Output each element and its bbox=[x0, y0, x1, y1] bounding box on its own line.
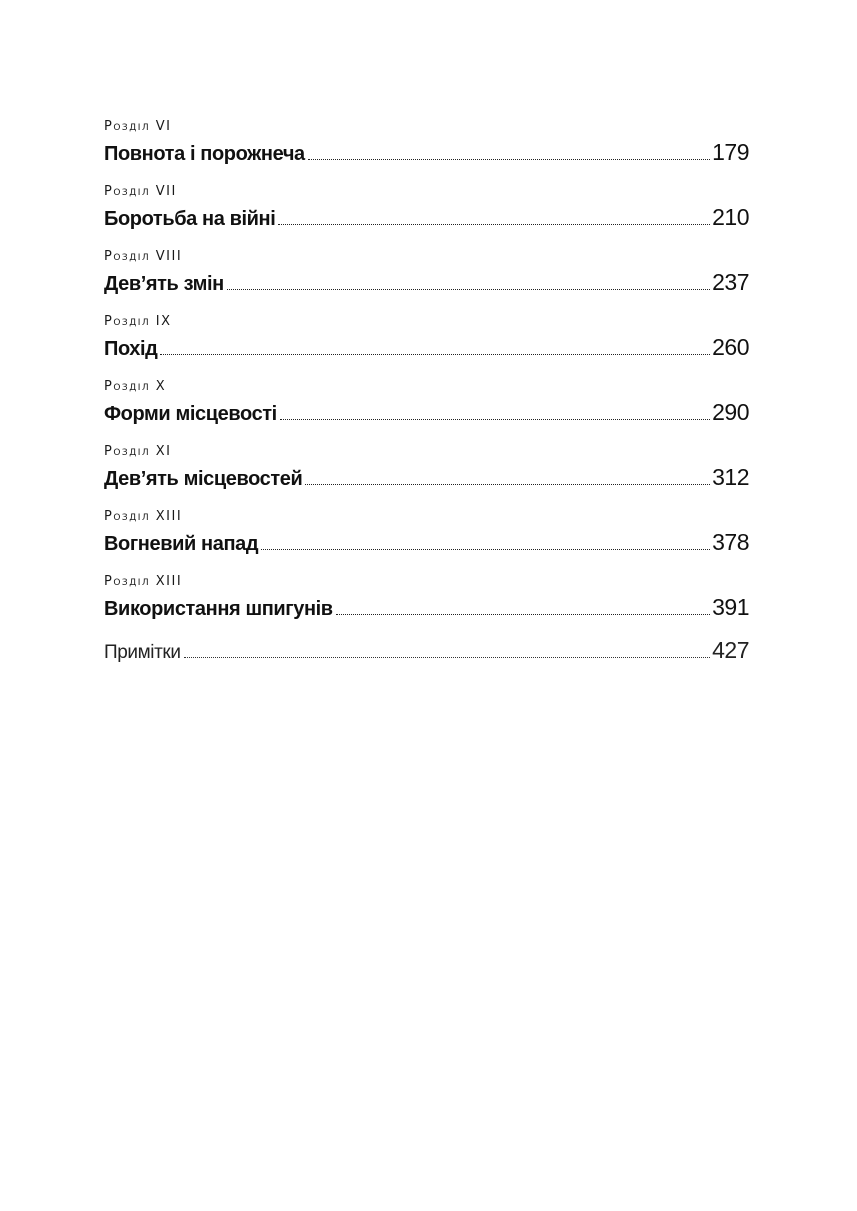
toc-line bbox=[104, 138, 749, 168]
toc-entry-chapter-8[interactable] bbox=[104, 246, 749, 311]
chapter-title: Повнота і порожнеча bbox=[104, 143, 305, 165]
page-number: 290 bbox=[712, 399, 749, 425]
dot-leader bbox=[160, 354, 710, 355]
dot-leader bbox=[280, 419, 710, 420]
dot-leader bbox=[261, 549, 710, 550]
toc-entry-chapter-12[interactable] bbox=[104, 506, 749, 571]
toc-line bbox=[104, 593, 749, 623]
chapter-title: Форми місцевості bbox=[104, 403, 277, 425]
toc-line bbox=[104, 203, 749, 233]
chapter-title: Дев’ять змін bbox=[104, 273, 224, 295]
dot-leader bbox=[184, 657, 711, 658]
dot-leader bbox=[336, 614, 710, 615]
chapter-label: Розділ VII bbox=[104, 184, 177, 199]
page-number: 391 bbox=[712, 594, 749, 620]
chapter-label: Розділ IX bbox=[104, 314, 172, 329]
chapter-title: Вогневий напад bbox=[104, 533, 259, 555]
toc-line bbox=[104, 463, 749, 493]
notes-title: Примітки bbox=[104, 642, 181, 663]
toc-line bbox=[104, 333, 749, 363]
chapter-title: Боротьба на війні bbox=[104, 208, 276, 230]
page-number: 312 bbox=[712, 464, 749, 490]
chapter-label: Розділ VI bbox=[104, 119, 172, 134]
toc-entry-chapter-9[interactable] bbox=[104, 311, 749, 376]
chapter-label: Розділ XIII bbox=[104, 574, 183, 589]
dot-leader bbox=[278, 224, 710, 225]
toc-entry-chapter-13[interactable] bbox=[104, 571, 749, 636]
dot-leader bbox=[305, 484, 710, 485]
chapter-label: Розділ VIII bbox=[104, 249, 183, 264]
toc-entry-chapter-6[interactable] bbox=[104, 116, 749, 181]
page-number: 179 bbox=[712, 139, 749, 165]
toc-line bbox=[104, 268, 749, 298]
chapter-title: Використання шпигунів bbox=[104, 598, 333, 620]
toc-line bbox=[104, 636, 749, 667]
chapter-title: Похід bbox=[104, 338, 158, 360]
dot-leader bbox=[227, 289, 710, 290]
chapter-label: Розділ X bbox=[104, 379, 167, 394]
toc-line bbox=[104, 528, 749, 558]
page-number: 427 bbox=[712, 637, 749, 663]
chapter-label: Розділ XI bbox=[104, 444, 172, 459]
toc-entry-chapter-7[interactable] bbox=[104, 181, 749, 246]
page-number: 237 bbox=[712, 269, 749, 295]
dot-leader bbox=[308, 159, 710, 160]
page-number: 260 bbox=[712, 334, 749, 360]
chapter-label: Розділ XIII bbox=[104, 509, 183, 524]
page-number: 378 bbox=[712, 529, 749, 555]
toc-line bbox=[104, 398, 749, 428]
toc-entry-chapter-11[interactable] bbox=[104, 441, 749, 506]
table-of-contents bbox=[104, 116, 749, 676]
toc-entry-notes[interactable] bbox=[104, 636, 749, 676]
page-number: 210 bbox=[712, 204, 749, 230]
toc-entry-chapter-10[interactable] bbox=[104, 376, 749, 441]
chapter-title: Дев’ять місцевостей bbox=[104, 468, 303, 490]
